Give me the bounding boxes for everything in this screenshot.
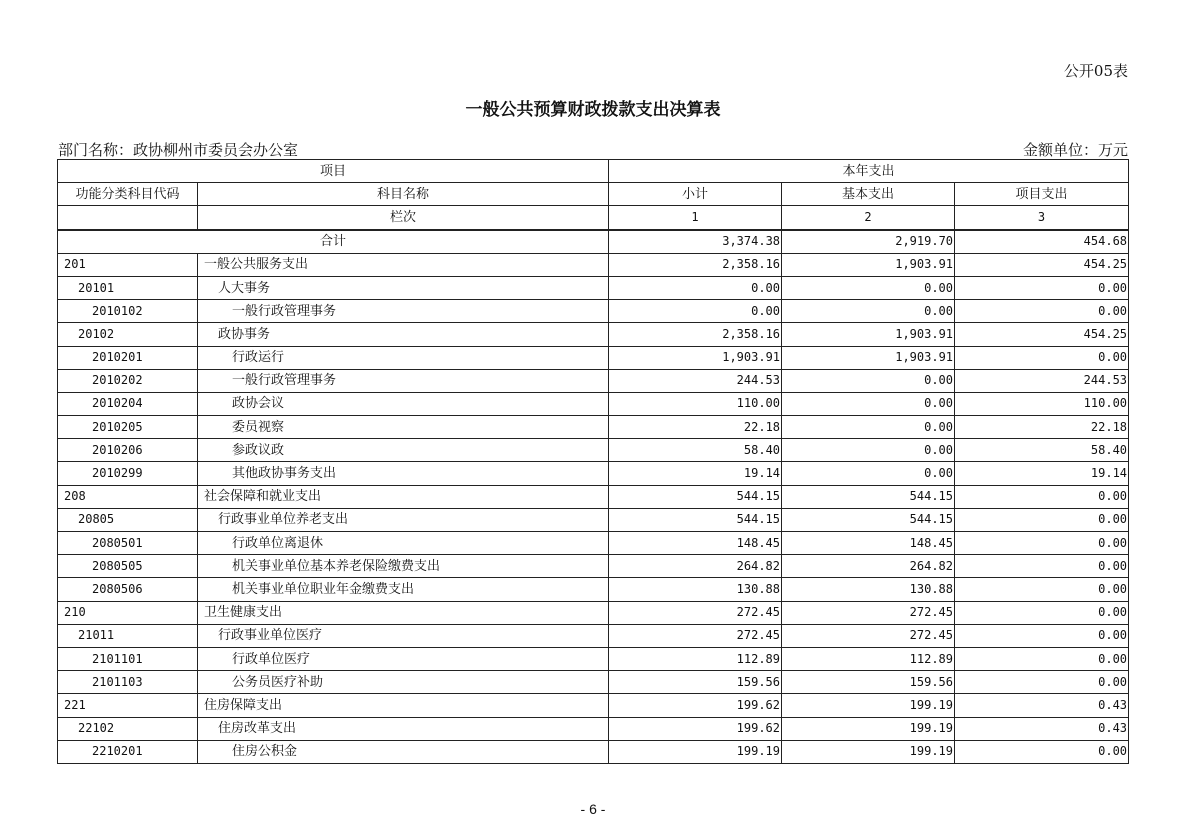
table-row: [58, 439, 1129, 462]
row-project: 454.25: [955, 253, 1129, 276]
header-project: 项目: [58, 160, 609, 183]
table-row: [58, 624, 1129, 647]
row-basic: 272.45: [782, 624, 955, 647]
row-name: 住房保障支出: [198, 694, 609, 717]
row-code: 2080506: [58, 578, 198, 601]
total-basic: 2,919.70: [782, 230, 955, 254]
row-name: 机关事业单位职业年金缴费支出: [198, 578, 609, 601]
table-row: [58, 647, 1129, 670]
row-subtotal: 22.18: [609, 416, 782, 439]
budget-table: [57, 159, 1129, 764]
row-subtotal: 130.88: [609, 578, 782, 601]
total-label: 合计: [58, 230, 609, 254]
table-row: [58, 740, 1129, 763]
row-subtotal: 272.45: [609, 601, 782, 624]
row-basic: 1,903.91: [782, 346, 955, 369]
table-row: [58, 671, 1129, 694]
row-subtotal: 19.14: [609, 462, 782, 485]
row-basic: 112.89: [782, 647, 955, 670]
form-number: 公开05表: [1063, 62, 1128, 80]
header-row-3: [58, 206, 1129, 230]
row-code: 2010204: [58, 392, 198, 415]
row-project: 22.18: [955, 416, 1129, 439]
row-project: 0.00: [955, 671, 1129, 694]
row-code: 2210201: [58, 740, 198, 763]
row-name: 行政事业单位医疗: [198, 624, 609, 647]
row-basic: 148.45: [782, 532, 955, 555]
row-code: 2010201: [58, 346, 198, 369]
header-subtotal: 小计: [609, 183, 782, 206]
row-basic: 199.19: [782, 694, 955, 717]
header-col-2: 2: [782, 206, 955, 230]
table-row: [58, 532, 1129, 555]
row-name: 行政事业单位养老支出: [198, 508, 609, 531]
row-code: 20805: [58, 508, 198, 531]
total-project: 454.68: [955, 230, 1129, 254]
row-basic: 0.00: [782, 439, 955, 462]
total-subtotal: 3,374.38: [609, 230, 782, 254]
row-subtotal: 264.82: [609, 555, 782, 578]
row-subtotal: 148.45: [609, 532, 782, 555]
row-code: 2080501: [58, 532, 198, 555]
row-name: 行政单位离退休: [198, 532, 609, 555]
row-subtotal: 199.19: [609, 740, 782, 763]
row-basic: 0.00: [782, 300, 955, 323]
row-code: 21011: [58, 624, 198, 647]
header-col-1: 1: [609, 206, 782, 230]
row-name: 一般行政管理事务: [198, 369, 609, 392]
row-subtotal: 0.00: [609, 300, 782, 323]
row-basic: 130.88: [782, 578, 955, 601]
table-row: [58, 601, 1129, 624]
row-name: 政协会议: [198, 392, 609, 415]
row-basic: 544.15: [782, 508, 955, 531]
row-subtotal: 58.40: [609, 439, 782, 462]
row-project: 0.00: [955, 578, 1129, 601]
row-name: 委员视察: [198, 416, 609, 439]
table-row: [58, 578, 1129, 601]
table-row: [58, 416, 1129, 439]
page-number: - 6 -: [580, 801, 606, 817]
row-project: 244.53: [955, 369, 1129, 392]
table-row: [58, 485, 1129, 508]
table-row: [58, 508, 1129, 531]
header-row-2: [58, 183, 1129, 206]
row-project: 0.00: [955, 647, 1129, 670]
table-row: [58, 462, 1129, 485]
row-project: 0.00: [955, 740, 1129, 763]
table-row: [58, 717, 1129, 740]
row-project: 110.00: [955, 392, 1129, 415]
row-basic: 0.00: [782, 276, 955, 299]
row-project: 0.00: [955, 555, 1129, 578]
row-project: 19.14: [955, 462, 1129, 485]
table-row: [58, 253, 1129, 276]
header-row-1: [58, 160, 1129, 183]
row-name: 行政运行: [198, 346, 609, 369]
table-row: [58, 369, 1129, 392]
row-basic: 199.19: [782, 740, 955, 763]
row-subtotal: 110.00: [609, 392, 782, 415]
row-name: 行政单位医疗: [198, 647, 609, 670]
row-code: 201: [58, 253, 198, 276]
row-basic: 272.45: [782, 601, 955, 624]
table-row: [58, 276, 1129, 299]
row-project: 0.00: [955, 601, 1129, 624]
row-project: 0.00: [955, 624, 1129, 647]
row-basic: 0.00: [782, 369, 955, 392]
row-name: 其他政协事务支出: [198, 462, 609, 485]
row-name: 住房公积金: [198, 740, 609, 763]
row-project: 0.00: [955, 300, 1129, 323]
header-basic: 基本支出: [782, 183, 955, 206]
row-name: 一般公共服务支出: [198, 253, 609, 276]
row-basic: 1,903.91: [782, 253, 955, 276]
row-basic: 0.00: [782, 416, 955, 439]
row-subtotal: 112.89: [609, 647, 782, 670]
header-column-no: 栏次: [198, 206, 609, 230]
table-row: [58, 346, 1129, 369]
row-code: 221: [58, 694, 198, 717]
row-project: 0.00: [955, 508, 1129, 531]
row-name: 社会保障和就业支出: [198, 485, 609, 508]
table-row: [58, 300, 1129, 323]
row-subtotal: 1,903.91: [609, 346, 782, 369]
row-name: 卫生健康支出: [198, 601, 609, 624]
row-code: 2010205: [58, 416, 198, 439]
row-basic: 264.82: [782, 555, 955, 578]
row-basic: 199.19: [782, 717, 955, 740]
row-name: 机关事业单位基本养老保险缴费支出: [198, 555, 609, 578]
row-code: 2010102: [58, 300, 198, 323]
header-blank: [58, 206, 198, 230]
row-code: 2101101: [58, 647, 198, 670]
row-code: 2101103: [58, 671, 198, 694]
row-subtotal: 2,358.16: [609, 323, 782, 346]
row-project: 0.43: [955, 694, 1129, 717]
row-project: 0.00: [955, 276, 1129, 299]
document-title: 一般公共预算财政拨款支出决算表: [465, 100, 721, 120]
row-name: 人大事务: [198, 276, 609, 299]
row-subtotal: 544.15: [609, 508, 782, 531]
row-name: 公务员医疗补助: [198, 671, 609, 694]
row-code: 22102: [58, 717, 198, 740]
row-code: 208: [58, 485, 198, 508]
row-subtotal: 199.62: [609, 694, 782, 717]
row-subtotal: 244.53: [609, 369, 782, 392]
row-basic: 544.15: [782, 485, 955, 508]
row-project: 454.25: [955, 323, 1129, 346]
row-name: 住房改革支出: [198, 717, 609, 740]
row-code: 2010202: [58, 369, 198, 392]
row-project: 0.43: [955, 717, 1129, 740]
row-project: 58.40: [955, 439, 1129, 462]
header-name: 科目名称: [198, 183, 609, 206]
row-subtotal: 199.62: [609, 717, 782, 740]
row-subtotal: 544.15: [609, 485, 782, 508]
table-row: [58, 555, 1129, 578]
row-subtotal: 2,358.16: [609, 253, 782, 276]
row-code: 2080505: [58, 555, 198, 578]
total-row: [58, 230, 1129, 254]
header-current-year: 本年支出: [609, 160, 1129, 183]
row-subtotal: 272.45: [609, 624, 782, 647]
row-basic: 0.00: [782, 462, 955, 485]
amount-unit: 金额单位：万元: [1022, 141, 1128, 159]
row-code: 2010206: [58, 439, 198, 462]
row-basic: 1,903.91: [782, 323, 955, 346]
row-project: 0.00: [955, 485, 1129, 508]
row-subtotal: 159.56: [609, 671, 782, 694]
row-basic: 159.56: [782, 671, 955, 694]
row-code: 210: [58, 601, 198, 624]
row-name: 政协事务: [198, 323, 609, 346]
row-name: 一般行政管理事务: [198, 300, 609, 323]
header-col-3: 3: [955, 206, 1129, 230]
row-project: 0.00: [955, 346, 1129, 369]
row-basic: 0.00: [782, 392, 955, 415]
table-row: [58, 392, 1129, 415]
row-name: 参政议政: [198, 439, 609, 462]
row-code: 20101: [58, 276, 198, 299]
table-row: [58, 694, 1129, 717]
row-code: 2010299: [58, 462, 198, 485]
department-name: 部门名称：政协柳州市委员会办公室: [58, 141, 299, 159]
table-row: [58, 323, 1129, 346]
row-project: 0.00: [955, 532, 1129, 555]
header-project-expense: 项目支出: [955, 183, 1129, 206]
row-code: 20102: [58, 323, 198, 346]
row-subtotal: 0.00: [609, 276, 782, 299]
header-code: 功能分类科目代码: [58, 183, 198, 206]
